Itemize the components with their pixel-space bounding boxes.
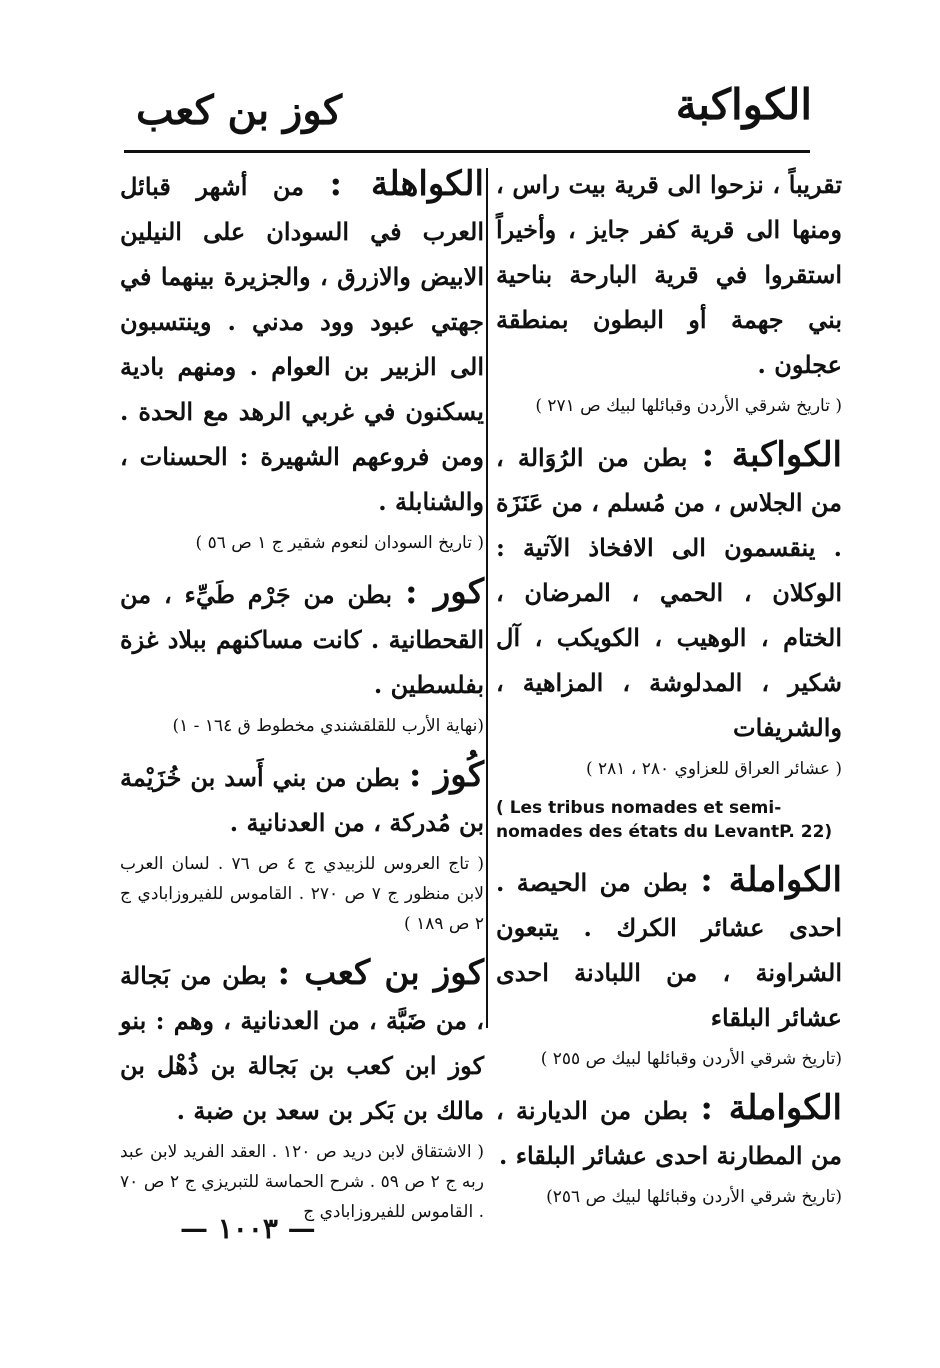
entry-headword: الكواهلة : [329, 164, 484, 204]
entry-kawamila-2 [496, 1086, 842, 1212]
entry-text: بطن من الديارنة ، من المطارنة احدى عشائر البلقاء . [496, 1096, 842, 1170]
left-column [120, 162, 485, 1222]
entry-text: بطن من الحيصة . احدى عشائر الكرك . يتبعون الشراونة ، من اللبادنة احدى عشائر البلقاء [496, 868, 842, 1032]
entry-reference: ( الاشتقاق لابن دريد ص ١٢٠ . العقد الفريد لابن عبد ربه ج ٢ ص ٥٩ . شرح الحماسة للتبريزي ج ٢ ص ٧٠ . القاموس للفيروزابادي ج [120, 1142, 484, 1222]
entry-continued [496, 162, 842, 421]
entry-text: بطن من بَجالة ، من ضَبَّة ، من العدنانية ، وهم : بنو كوز ابن كعب بن بَجالة بن ذُهْل بن مالك بن بَكر بن سعد بن ضبة . [120, 961, 484, 1125]
entry-reference: ( تاج العروس للزبيدي ج ٤ ص ٧٦ . لسان العرب لابن منظور ج ٧ ص ٢٧٠ . القاموس للفيروزابادي ج ٢ ص ١٨٩ ) [120, 854, 484, 934]
entry-reference: ( تاريخ السودان لنعوم شقير ج ١ ص ٥٦ ) [195, 533, 484, 553]
entry-reference: ( عشائر العراق للعزاوي ٢٨٠ ، ٢٨١ ) [585, 759, 842, 779]
page-number: — ١٠٠٣ — [180, 1212, 316, 1245]
entry-headword: الكواملة : [700, 1088, 843, 1128]
header-rule [124, 150, 810, 153]
entry-kur [120, 570, 484, 741]
entry-headword: الكواكبة : [701, 435, 842, 475]
entry-kuz [120, 753, 484, 939]
entry-body [496, 858, 842, 1040]
entry-body [120, 570, 484, 707]
entry-reference-latin: ( Les tribus nomades et semi-nomades des états du LevantP. 22) [496, 798, 833, 842]
entry-reference: (نهاية الأرب للقلقشندي مخطوط ق ١٦٤ - ١) [172, 716, 484, 736]
entry-kuz-bin-kaab [120, 951, 484, 1227]
right-column [495, 162, 843, 1207]
entry-headword: كُوز : [408, 755, 485, 795]
entry-body [120, 162, 484, 524]
entry-body [120, 951, 484, 1133]
entry-body [496, 433, 842, 750]
entry-headword: كور : [404, 572, 485, 612]
entry-text: تقريباً ، نزحوا الى قرية بيت راس ، ومنها الى قرية كفر جايز ، وأخيراً استقروا في قرية البارحة بناحية بني جهمة أو البطون بمنطقة عجلون . [496, 170, 843, 379]
entry-text: من أشهر قبائل العرب في السودان على النيلين الابيض والازرق ، والجزيرة بينهما في جهتي عبود وود مدني . وينتسبون الى الزبير بن العوام . ومنهم بادية يسكنون في غربي الرهد مع الحدة . ومن فروعهم الشهيرة : الحسنات ، والشنابلة . [120, 172, 484, 516]
column-divider [486, 168, 488, 1028]
entry-reference: (تاريخ شرقي الأردن وقبائلها لبيك ص ٢٥٦) [546, 1187, 842, 1207]
running-header-left: كوز بن كعب [136, 87, 343, 134]
entry-kawakiba [496, 433, 842, 844]
entry-text: بطن من بني أَسد بن خُزَيْمة بن مُدركة ، من العدنانية . [120, 763, 484, 837]
entry-headword: كوز بن كعب : [277, 953, 485, 993]
entry-kawamila-1 [496, 858, 842, 1074]
entry-headword: الكواملة : [700, 860, 843, 900]
entry-text: بطن من جَرْم طَيِّء ، من القحطانية . كانت مساكنهم ببلاد غزة بفلسطين . [120, 580, 484, 699]
entry-reference: ( تاريخ شرقي الأردن وقبائلها لبيك ص ٢٧١ ) [535, 396, 842, 416]
entry-body [496, 1086, 842, 1178]
entry-text: بطن من الرُوَالة ، من الجلاس ، من مُسلم ، من عَنَزَة . ينقسمون الى الافخاذ الآتية : الوكلان ، الحمي ، المرضان ، الختام ، الوهيب ، الكويكب ، آل شكير ، المدلوشة ، المزاهية ، والشريفات [495, 443, 842, 742]
entry-body [120, 753, 484, 845]
entry-reference: (تاريخ شرقي الأردن وقبائلها لبيك ص ٢٥٥ ) [540, 1049, 842, 1069]
entry-kawahila [120, 162, 484, 558]
running-header-right: الكواكبة [675, 80, 812, 129]
